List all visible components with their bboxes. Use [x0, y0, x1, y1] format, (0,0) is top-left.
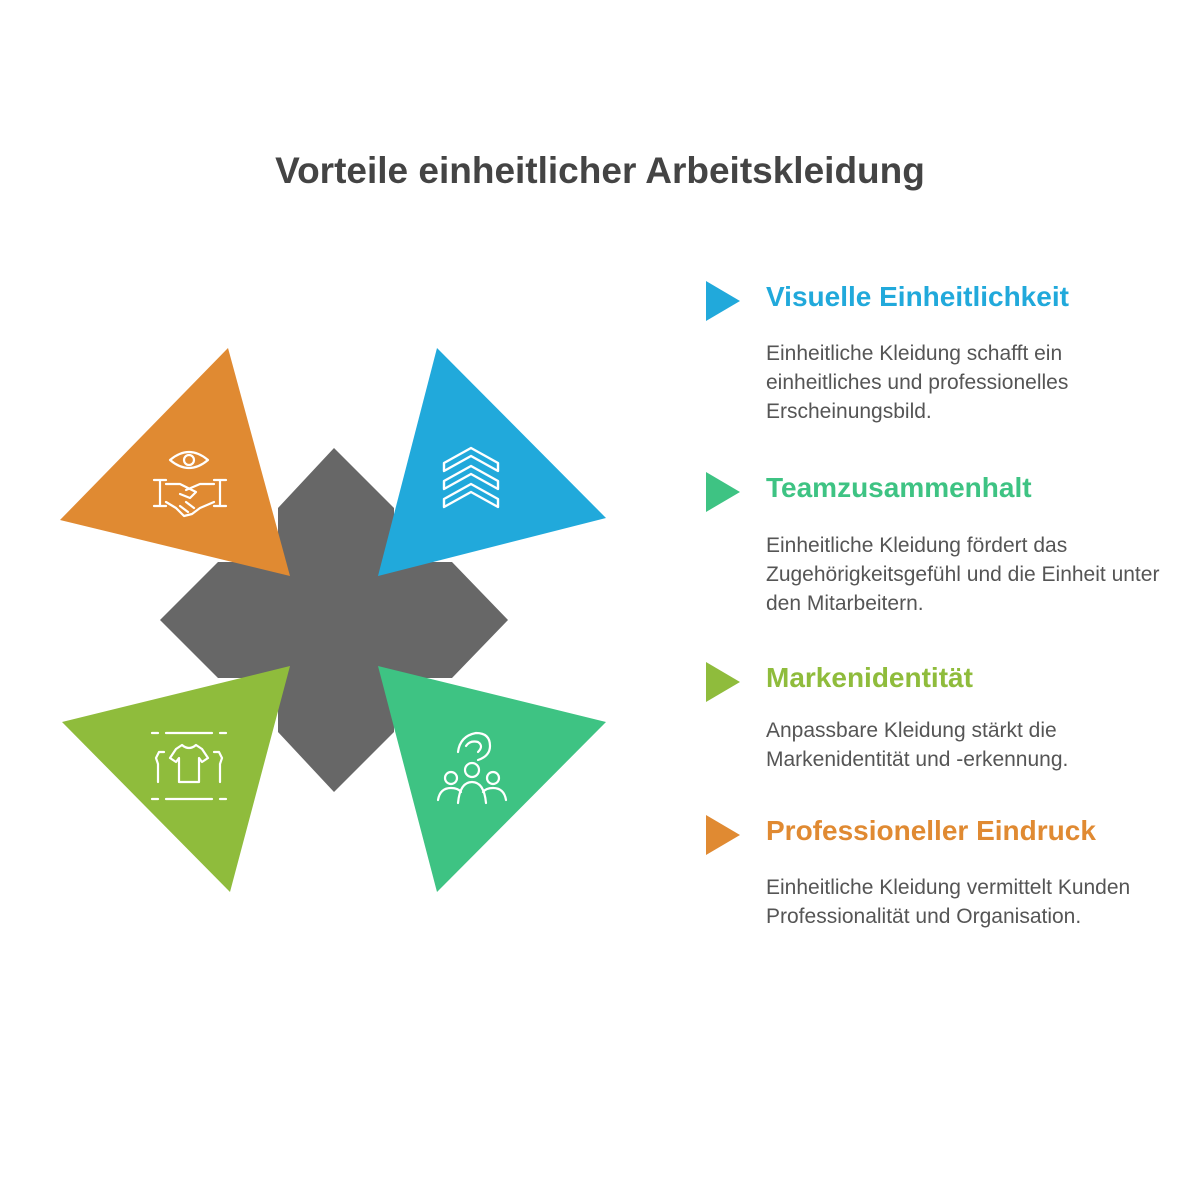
item-description-markenidentitaet: Anpassbare Kleidung stärkt die Markenidentität und -erkennung.	[766, 719, 1069, 771]
item-title-professioneller-eindruck: Professioneller Eindruck	[766, 815, 1096, 846]
item-arrow-professioneller-eindruck	[706, 815, 742, 855]
item-arrow-visuelle-einheitlichkeit	[706, 281, 742, 321]
triangle-teamzusammenhalt	[378, 666, 606, 892]
item-title-markenidentitaet: Markenidentität	[766, 662, 973, 693]
diagram-title: Vorteile einheitlicher Arbeitskleidung	[275, 150, 925, 191]
triangle-markenidentitaet	[62, 666, 290, 892]
item-title-visuelle-einheitlichkeit: Visuelle Einheitlichkeit	[766, 281, 1069, 312]
item-arrow-markenidentitaet	[706, 662, 742, 702]
triangle-visuelle-einheitlichkeit	[378, 348, 606, 576]
triangle-professioneller-eindruck	[60, 348, 290, 576]
item-arrow-teamzusammenhalt	[706, 472, 742, 512]
item-description-professioneller-eindruck: Einheitliche Kleidung vermittelt Kunden Professionalität und Organisation.	[766, 876, 1131, 928]
item-title-teamzusammenhalt: Teamzusammenhalt	[766, 472, 1032, 503]
item-description-visuelle-einheitlichkeit: Einheitliche Kleidung schafft ein einheitliches und professionelles Erscheinungsbild.	[766, 342, 1069, 423]
item-description-teamzusammenhalt: Einheitliche Kleidung fördert das Zugehörigkeitsgefühl und die Einheit unter den Mitarbeitern.	[766, 534, 1160, 615]
